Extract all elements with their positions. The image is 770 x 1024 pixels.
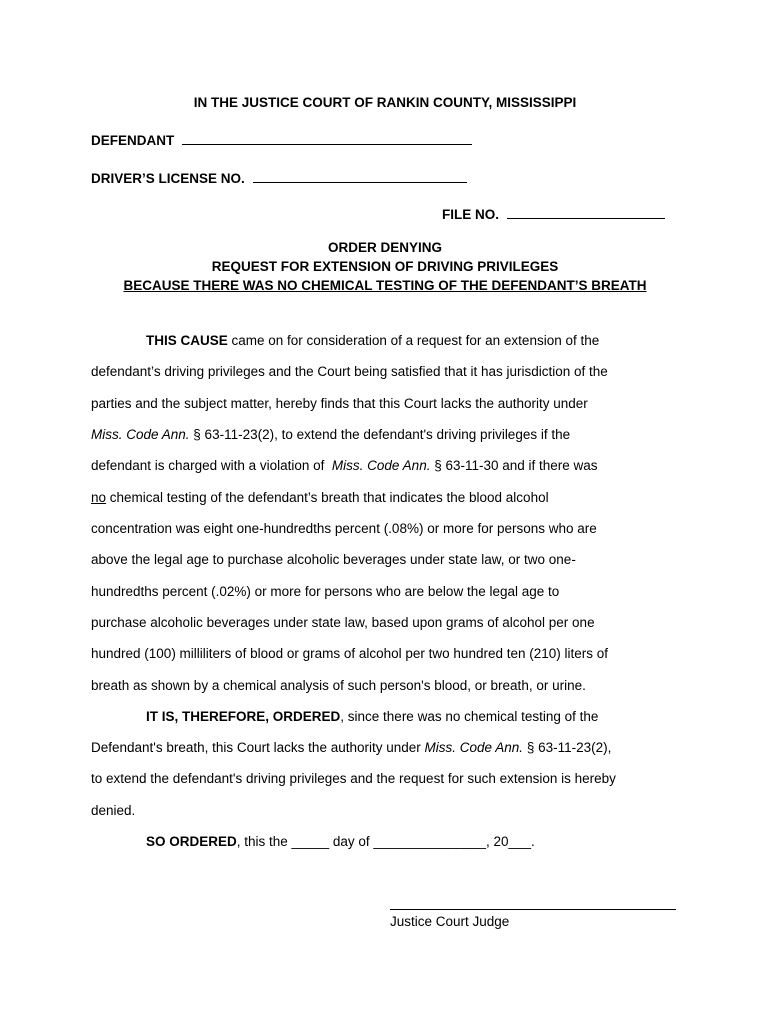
para1-line: defendant is charged with a violation of Miss. Code Ann. § 63-11-30 and if there was (91, 458, 598, 473)
title-line-3: BECAUSE THERE WAS NO CHEMICAL TESTING OF THE DEFENDANT’S BREATH (123, 278, 647, 293)
para1-line: breath as shown by a chemical analysis of such person's blood, or breath, or urine. (91, 678, 586, 693)
para1-line: above the legal age to purchase alcoholic beverages under state law, or two one- (91, 552, 576, 567)
signature-line[interactable] (390, 909, 676, 910)
para1-line: no chemical testing of the defendant’s breath that indicates the blood alcohol (91, 490, 549, 505)
para2-line: denied. (91, 803, 136, 818)
title-line-1: ORDER DENYING (327, 240, 442, 255)
file-number-field (442, 206, 665, 222)
defendant-field (91, 132, 472, 148)
court-heading: IN THE JUSTICE COURT OF RANKIN COUNTY, MISSISSIPPI (193, 95, 577, 110)
para1-line: Miss. Code Ann. § 63-11-23(2), to extend the defendant's driving privileges if the (91, 427, 571, 442)
signature-label: Justice Court Judge (390, 914, 510, 929)
para1-line: defendant’s driving privileges and the Court being satisfied that it has jurisdiction of the (91, 364, 608, 379)
license-label: DRIVER’S LICENSE NO. (91, 171, 245, 186)
para1-line: parties and the subject matter, hereby finds that this Court lacks the authority under (91, 396, 588, 411)
para2-line: Defendant's breath, this Court lacks the authority under Miss. Code Ann. § 63-11-23(2), (91, 740, 612, 755)
file-label: FILE NO. (442, 207, 499, 222)
para1-line: purchase alcoholic beverages under state law, based upon grams of alcohol per one (91, 615, 595, 630)
para1-line: concentration was eight one-hundredths percent (.08%) or more for persons who are (91, 521, 597, 536)
file-blank[interactable] (507, 206, 665, 219)
title-line-2: REQUEST FOR EXTENSION OF DRIVING PRIVILEGES (211, 259, 559, 274)
license-blank[interactable] (253, 170, 467, 183)
license-field (91, 170, 467, 186)
para1-line: hundredths percent (.02%) or more for persons who are below the legal age to (91, 584, 560, 599)
para2-line: IT IS, THEREFORE, ORDERED, since there was no chemical testing of the (146, 709, 599, 724)
para1-line: hundred (100) milliliters of blood or grams of alcohol per two hundred ten (210) liters of (91, 646, 609, 661)
defendant-blank[interactable] (182, 132, 472, 145)
defendant-label: DEFENDANT (91, 133, 175, 148)
para2-line: to extend the defendant's driving privileges and the request for such extension is hereby (91, 771, 616, 786)
para1-line: THIS CAUSE came on for consideration of a request for an extension of the (146, 333, 600, 348)
so-ordered-line: SO ORDERED, this the _____ day of _______________, 20___. (146, 834, 535, 849)
